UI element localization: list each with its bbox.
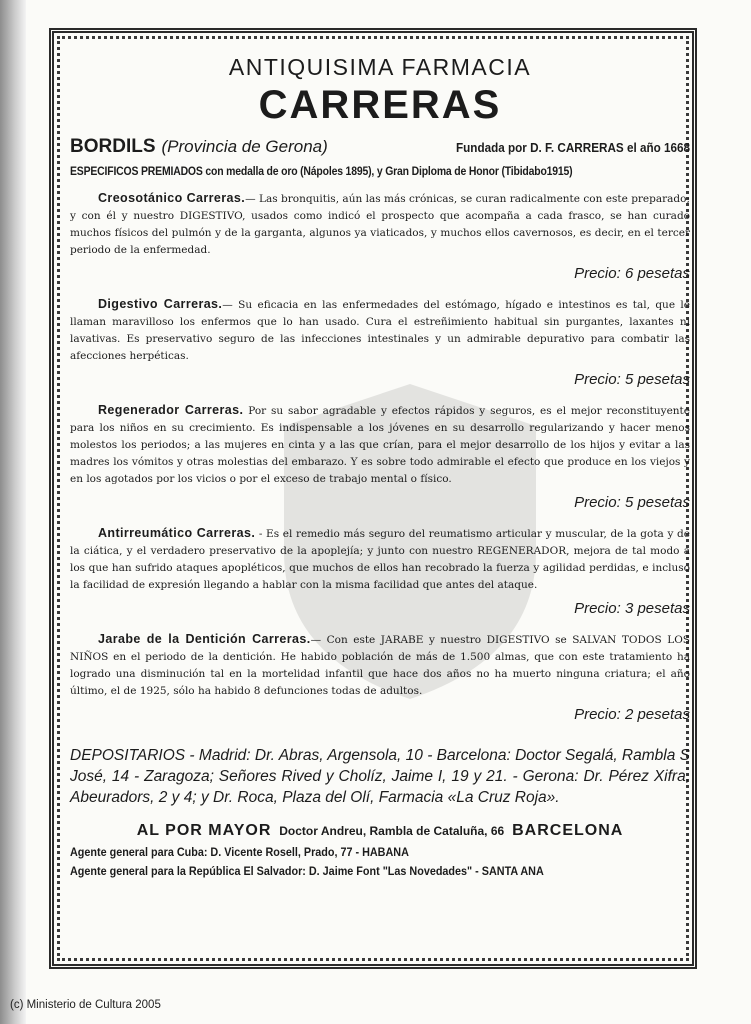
product-price: Precio: 5 pesetas [574, 494, 690, 511]
location-line [70, 136, 690, 158]
product-name: Jarabe de la Dentición Carreras. [98, 632, 311, 646]
product-digestivo [70, 296, 690, 390]
product-antirreumatico [70, 525, 690, 619]
wholesale-address: Doctor Andreu, Rambla de Cataluña, 66 [279, 824, 505, 838]
depositarios-list: DEPOSITARIOS - Madrid: Dr. Abras, Argensola, 10 - Barcelona: Doctor Segalá, Rambla S José, 14 - Zaragoza; Señores Rived y Cholíz, Jaime I, 19 y 21. - Gerona: Dr. Pérez Xifra, Abeuradors, 2 y 4; y Dr. Roca, Plaza del Olí, Farmacia «La Cruz Roja». [70, 747, 690, 806]
wholesale-line [70, 822, 690, 840]
product-jarabe [70, 631, 690, 725]
wholesale-city: BARCELONA [512, 822, 624, 839]
title-line-2: CARRERAS [258, 83, 502, 127]
product-description: — Las bronquitis, aún las más crónicas, se curan radicalmente con este preparado; y con él y nuestro DIGESTIVO, usados como indicó el prospecto que acompaña a cada frasco, se han curado muchos físicos del pulmón y de la garganta, algunos ya viaticados, y muchos ellos cavernosos, es decir, en el tercer periodo de la enfermedad. [70, 193, 690, 256]
product-price: Precio: 6 pesetas [574, 265, 690, 282]
product-description: — Con este JARABE y nuestro DIGESTIVO se SALVAN TODOS LOS NIÑOS en el periodo de la dentición. He habido población de más de 1.500 almas, que con este tratamiento ha logrado una disminución tal en la mortelidad infantil que hace dos años no ha muerto ninguna criatura; el año último, el de 1925, sólo ha habido 8 defunciones todas de adultos. [70, 634, 690, 697]
product-description: Por su sabor agradable y efectos rápidos y seguros, es el mejor reconstituyente para los niños en su crecimiento. Es indispensable a los jóvenes en su desarrollo regularizando y hacer menos molestos los periodos; a las mujeres en cinta y a las que crían, para el mejor desarrollo de los hijos y evitar a las madres los vómitos y otras molestias del embarazo. Y es sobre todo admirable el efecto que produce en los viejos y en los agotados por los vicios o por el exceso de trabajo mental o físico. [70, 405, 690, 485]
product-name: Antirreumático Carreras. [98, 526, 256, 540]
copyright-credit: (c) Ministerio de Cultura 2005 [10, 999, 161, 1011]
book-spine [0, 0, 26, 1024]
product-regenerador [70, 402, 690, 513]
product-name: Digestivo Carreras. [98, 297, 223, 311]
product-price: Precio: 2 pesetas [574, 706, 690, 723]
awards-line: ESPECIFICOS PREMIADOS con medalla de oro (Nápoles 1895), y Gran Diploma de Honor (Tibidabo1915) [70, 164, 573, 178]
province: (Provincia de Gerona) [161, 137, 328, 156]
product-description: - Es el remedio más seguro del reumatismo articular y muscular, de la gota y de la ciática, y el verdadero preservativo de la apoplejía; y junto con nuestro REGENERADOR, mejora de tal modo a los que han sufrido ataques apopléticos, que muchos de ellos han recobrado la fuerza y agilidad perdidas, e incluso la facilidad de expresión llegando a hablar con la misma facilidad que antes del ataque. [70, 528, 690, 591]
product-description: — Su eficacia en las enfermedades del estómago, hígado e intestinos es tal, que le llaman maravilloso los enfermos que lo han usado. Cura el estreñimiento habitual sin purgantes, laxantes ni lavativas. Es preservativo seguro de las infecciones intestinales y un admirable depurativo para combatir las afecciones herpéticas. [70, 299, 690, 362]
agent-cuba: Agente general para Cuba: D. Vicente Rosell, Prado, 77 - HABANA [70, 845, 409, 859]
agent-el-salvador: Agente general para la República El Salvador: D. Jaime Font "Las Novedades" - SANTA ANA [70, 864, 544, 878]
product-name: Creosotánico Carreras. [98, 191, 246, 205]
advert-content [70, 52, 690, 878]
wholesale-label: AL POR MAYOR [136, 822, 272, 839]
product-creosotanico [70, 190, 690, 284]
founded-note: Fundada por D. F. CARRERAS el año 1668 [455, 140, 690, 155]
town: BORDILS [70, 136, 156, 157]
product-name: Regenerador Carreras. [98, 403, 244, 417]
product-price: Precio: 5 pesetas [574, 371, 690, 388]
title-line-1: ANTIQUISIMA FARMACIA [228, 54, 532, 80]
product-price: Precio: 3 pesetas [574, 600, 690, 617]
